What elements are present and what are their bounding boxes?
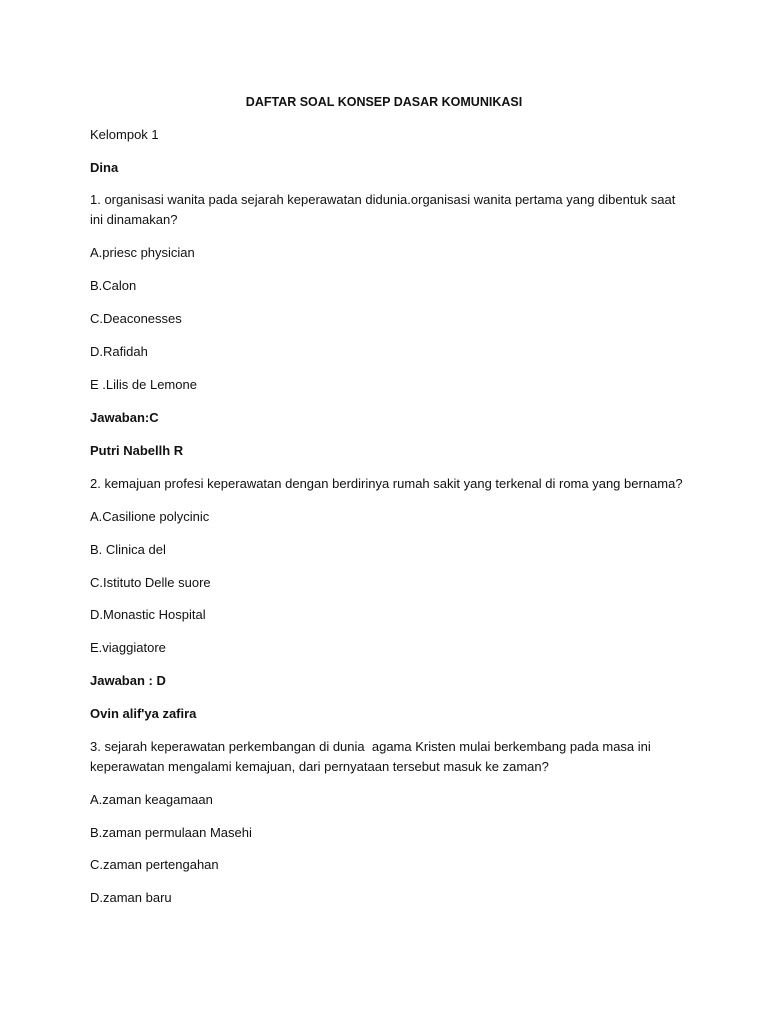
question-2-option-c: C.Istituto Delle suore bbox=[90, 575, 211, 590]
question-1-option-d: D.Rafidah bbox=[90, 344, 148, 359]
question-3-text: 3. sejarah keperawatan perkembangan di dunia agama Kristen mulai berkembang pada masa ini keperawatan mengalami kemajuan, dari pernyataan tersebut masuk ke zaman? bbox=[90, 739, 655, 774]
question-3-option-b: B.zaman permulaan Masehi bbox=[90, 825, 252, 840]
question-1-option-e: E .Lilis de Lemone bbox=[90, 377, 197, 392]
question-2-option-a: A.Casilione polycinic bbox=[90, 509, 210, 524]
question-3-option-a: A.zaman keagamaan bbox=[90, 792, 213, 807]
question-2-author: Putri Nabellh R bbox=[90, 443, 184, 458]
question-1-author: Dina bbox=[90, 160, 119, 175]
question-3-author: Ovin alif'ya zafira bbox=[90, 706, 197, 721]
question-1-option-b: B.Calon bbox=[90, 278, 137, 293]
question-2-option-e: E.viaggiatore bbox=[90, 640, 166, 655]
question-1-option-c: C.Deaconesses bbox=[90, 311, 182, 326]
question-2-option-b: B. Clinica del bbox=[90, 542, 166, 557]
question-2-answer: Jawaban : D bbox=[90, 673, 166, 688]
question-2-text: 2. kemajuan profesi keperawatan dengan berdirinya rumah sakit yang terkenal di roma yang bernama? bbox=[90, 476, 683, 491]
question-3-option-c: C.zaman pertengahan bbox=[90, 857, 219, 872]
question-1-option-a: A.priesc physician bbox=[90, 245, 195, 260]
question-3-option-d: D.zaman baru bbox=[90, 890, 172, 905]
question-2-option-d: D.Monastic Hospital bbox=[90, 607, 206, 622]
question-1-text: 1. organisasi wanita pada sejarah keperawatan didunia.organisasi wanita pertama yang dibentuk saat ini dinamakan? bbox=[90, 192, 679, 227]
question-1-answer: Jawaban:C bbox=[90, 410, 159, 425]
group-label: Kelompok 1 bbox=[90, 127, 159, 142]
document-title: DAFTAR SOAL KONSEP DASAR KOMUNIKASI bbox=[245, 95, 523, 109]
